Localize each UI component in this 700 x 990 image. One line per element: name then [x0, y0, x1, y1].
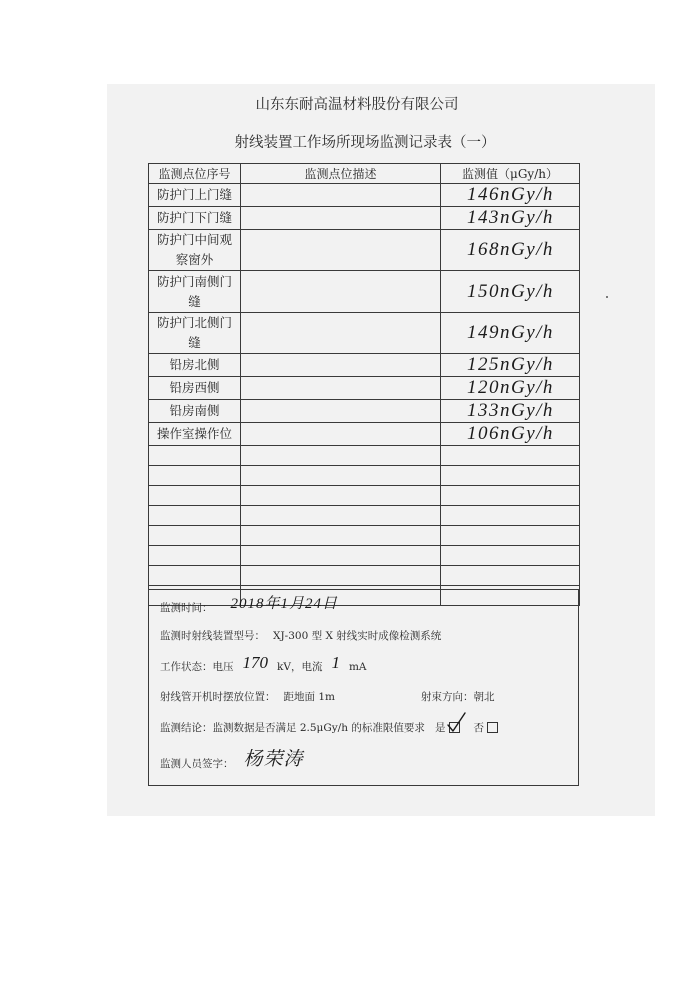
- header-measured-value: 监测值（μGy/h）: [441, 164, 580, 184]
- empty-cell: [241, 446, 441, 466]
- table-row: [149, 354, 580, 377]
- empty-cell: [149, 546, 241, 566]
- description-cell: [241, 230, 441, 271]
- time-label: 监测时间：: [160, 602, 213, 614]
- empty-cell: [441, 506, 580, 526]
- table-row: [149, 313, 580, 354]
- voltage-value: 170: [242, 653, 268, 672]
- table-row: [149, 423, 580, 446]
- empty-cell: [441, 466, 580, 486]
- empty-cell: [441, 566, 580, 586]
- yes-checkbox: [449, 722, 460, 733]
- empty-cell: [241, 566, 441, 586]
- direction-value: 朝北: [473, 691, 495, 703]
- empty-table-row: [149, 546, 580, 566]
- value-cell: 125nGy/h: [441, 354, 580, 377]
- empty-table-row: [149, 566, 580, 586]
- device-model-line: [160, 626, 441, 646]
- description-cell: [241, 184, 441, 207]
- empty-table-row: [149, 506, 580, 526]
- empty-cell: [441, 526, 580, 546]
- no-label: 否: [473, 722, 484, 734]
- empty-cell: [241, 466, 441, 486]
- value-cell: 150nGy/h: [441, 271, 580, 313]
- tube-position-line: [160, 687, 335, 707]
- signer-line: [160, 749, 304, 772]
- empty-cell: [441, 446, 580, 466]
- check-mark-icon: [447, 712, 467, 734]
- empty-cell: [149, 506, 241, 526]
- conclusion-line: [160, 718, 425, 738]
- point-cell: 防护门上门缝: [149, 184, 241, 207]
- time-value: 2018年1月24日: [230, 596, 339, 612]
- empty-table-row: [149, 446, 580, 466]
- description-cell: [241, 377, 441, 400]
- point-cell: 防护门南侧门缝: [149, 271, 241, 313]
- header-point-number: 监测点位序号: [149, 164, 241, 184]
- description-cell: [241, 207, 441, 230]
- table-header-row: [149, 164, 580, 184]
- point-cell: 防护门北侧门缝: [149, 313, 241, 354]
- table-row: [149, 184, 580, 207]
- no-checkbox: [487, 722, 498, 733]
- voltage-unit: kV，电流: [277, 661, 323, 673]
- empty-table-row: [149, 486, 580, 506]
- point-cell: 铅房南侧: [149, 400, 241, 423]
- empty-cell: [149, 446, 241, 466]
- conclusion-label: 监测结论：: [160, 722, 213, 734]
- empty-cell: [241, 526, 441, 546]
- value-cell: 106nGy/h: [441, 423, 580, 446]
- empty-cell: [441, 546, 580, 566]
- empty-cell: [149, 466, 241, 486]
- value-cell: 120nGy/h: [441, 377, 580, 400]
- company-name: 山东东耐高温材料股份有限公司: [255, 97, 459, 113]
- table-row: [149, 377, 580, 400]
- empty-cell: [441, 486, 580, 506]
- point-cell: 防护门下门缝: [149, 207, 241, 230]
- working-status-line: [160, 655, 367, 675]
- point-cell: 防护门中间观察窗外: [149, 230, 241, 271]
- point-cell: 铅房北侧: [149, 354, 241, 377]
- description-cell: [241, 354, 441, 377]
- empty-cell: [149, 566, 241, 586]
- conclusion-text: 监测数据是否满足 2.5μGy/h 的标准限值要求: [212, 722, 425, 734]
- position-label: 射线管开机时摆放位置：: [160, 691, 276, 703]
- current-unit: mA: [348, 661, 367, 673]
- monitoring-info-box: [148, 589, 579, 786]
- value-cell: 168nGy/h: [441, 230, 580, 271]
- table-row: [149, 400, 580, 423]
- description-cell: [241, 271, 441, 313]
- header-point-description: 监测点位描述: [241, 164, 441, 184]
- scan-speck: [606, 296, 608, 298]
- monitoring-table: [148, 163, 580, 606]
- current-value: 1: [331, 653, 340, 672]
- empty-table-row: [149, 526, 580, 546]
- handwritten-signature: 杨荣涛: [243, 749, 304, 770]
- value-cell: 133nGy/h: [441, 400, 580, 423]
- beam-direction: [421, 687, 495, 707]
- table-row: [149, 271, 580, 313]
- empty-cell: [241, 506, 441, 526]
- value-cell: 149nGy/h: [441, 313, 580, 354]
- model-label: 监测时射线装置型号：: [160, 630, 265, 642]
- description-cell: [241, 423, 441, 446]
- point-cell: 铅房西侧: [149, 377, 241, 400]
- empty-cell: [149, 486, 241, 506]
- table-row: [149, 230, 580, 271]
- position-value: 距地面 1m: [283, 691, 335, 703]
- conclusion-choice: [435, 718, 501, 738]
- table-row: [149, 207, 580, 230]
- empty-table-row: [149, 466, 580, 486]
- signer-label: 监测人员签字：: [160, 758, 234, 770]
- empty-cell: [241, 486, 441, 506]
- description-cell: [241, 400, 441, 423]
- point-cell: 操作室操作位: [149, 423, 241, 446]
- form-title: 射线装置工作场所现场监测记录表（一）: [234, 135, 496, 151]
- model-value: XJ-300 型 X 射线实时成像检测系统: [273, 630, 442, 642]
- yes-label: 是: [435, 722, 446, 734]
- empty-cell: [149, 526, 241, 546]
- value-cell: 143nGy/h: [441, 207, 580, 230]
- status-label: 工作状态：电压: [160, 661, 234, 673]
- monitoring-time-line: [160, 597, 338, 617]
- direction-label: 射束方向：: [421, 691, 474, 703]
- value-cell: 146nGy/h: [441, 184, 580, 207]
- empty-cell: [241, 546, 441, 566]
- description-cell: [241, 313, 441, 354]
